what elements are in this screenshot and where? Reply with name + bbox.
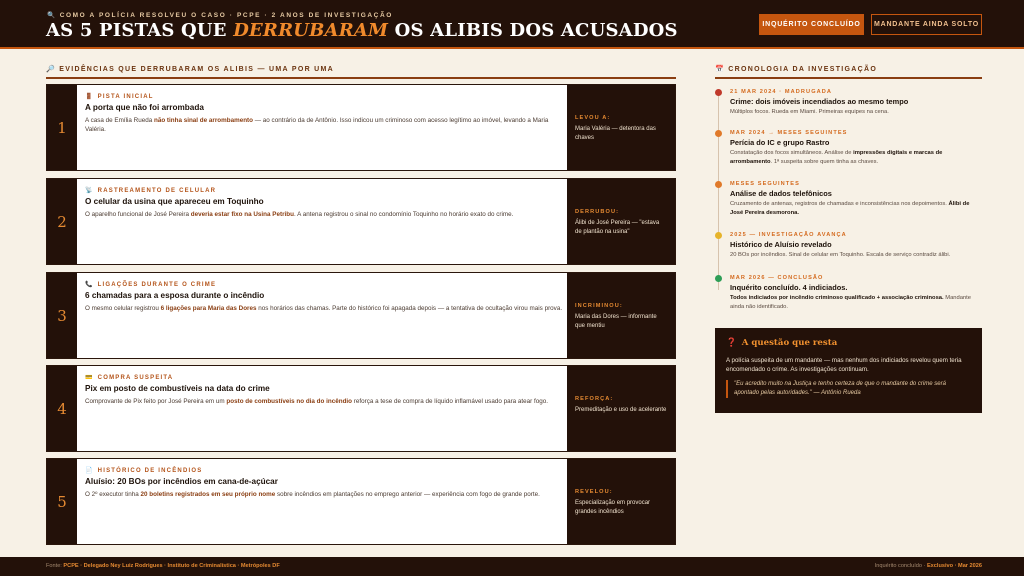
evidence-number: 2 <box>47 179 77 264</box>
evidence-title: 6 chamadas para a esposa durante o incêndio <box>85 291 265 300</box>
evidence-card-5 <box>46 458 676 545</box>
outcome-label: REVELOU: <box>575 489 613 495</box>
evidence-outcome <box>567 366 675 451</box>
evidence-card-3 <box>46 272 676 359</box>
evidence-category: LIGAÇÕES DURANTE O CRIME <box>97 282 217 288</box>
kicker-text: COMO A POLÍCIA RESOLVEU O CASO · PCPE · 2 ANOS DE INVESTIGAÇÃO <box>59 12 393 19</box>
timeline-date: 2025 — INVESTIGAÇÃO AVANÇA <box>730 232 847 238</box>
question-title: ❓ A questão que resta <box>726 338 838 348</box>
document-icon: 📄 <box>85 468 94 474</box>
timeline-dot <box>715 232 722 239</box>
evidence-title: Pix em posto de combustíveis na data do crime <box>85 384 270 393</box>
outcome-label: REFORÇA: <box>575 396 614 402</box>
timeline-date: MAR 2026 — CONCLUSÃO <box>730 275 824 281</box>
footer-source: Fonte: PCPE · Delegado Ney Luiz Rodrigues · Instituto de Criminalística · Metrópoles DF <box>46 563 280 569</box>
timeline-date: 21 MAR 2024 · MADRUGADA <box>730 89 833 95</box>
evidence-outcome <box>567 179 675 264</box>
timeline-title: Análise de dados telefônicos <box>730 189 832 198</box>
calendar-icon: 📅 <box>715 66 726 73</box>
outcome-value: Maria das Dores — informante que mentiu <box>575 314 657 329</box>
outcome-value: Premeditação e uso de acelerante <box>575 407 667 413</box>
evidence-number: 4 <box>47 366 77 451</box>
remaining-question-box <box>715 328 982 413</box>
evidence-category: COMPRA SUSPEITA <box>97 375 174 381</box>
evidence-category: PISTA INICIAL <box>97 94 154 100</box>
evidence-description: O 2º executor tinha 20 boletins registrados em seu próprio nome sobre incêndios em plantações no emprego anterior — experiência com fogo de grande porte. <box>85 491 540 498</box>
evidence-outcome <box>567 459 675 544</box>
evidence-card-1 <box>46 84 676 171</box>
evidence-outcome <box>567 85 675 170</box>
outcome-value: Especialização em provocar grandes incêndios <box>575 500 651 515</box>
evidence-description: A casa de Emília Rueda não tinha sinal de arrombamento — ao contrário da de Antônio. Isso indicou um criminoso com acesso legítimo ao imóvel, levando a Maria Valéria. <box>85 117 549 133</box>
status-badge-concluded: INQUÉRITO CONCLUÍDO <box>759 14 864 35</box>
card-icon: 💳 <box>85 375 94 381</box>
outcome-value: Álibi de José Pereira — "estava de plantão na usina" <box>575 220 660 235</box>
evidence-section-label: EVIDÊNCIAS QUE DERRUBARAM OS ALIBIS — UMA POR UMA <box>59 66 335 73</box>
evidence-category: HISTÓRICO DE INCÊNDIOS <box>97 468 203 474</box>
question-text: A polícia suspeita de um mandante — mas nenhum dos indiciados revelou quem teria encomendado o crime. As investigações continuam. <box>726 357 962 373</box>
kicker <box>47 11 393 19</box>
timeline-date: MESES SEGUINTES <box>730 181 800 187</box>
evidence-title: A porta que não foi arrombada <box>85 103 204 112</box>
outcome-label: DERRUBOU: <box>575 209 620 215</box>
evidence-category: RASTREAMENTO DE CELULAR <box>97 188 217 194</box>
phone-icon: 📞 <box>85 282 94 288</box>
timeline-title: Histórico de Aluísio revelado <box>730 240 832 249</box>
evidence-number: 3 <box>47 273 77 358</box>
timeline-title: Perícia do IC e grupo Rastro <box>730 138 830 147</box>
footer-status: Inquérito concluído · Exclusivo · Mar 2026 <box>874 563 982 569</box>
evidence-section-title <box>46 65 676 79</box>
status-badge-mandante: MANDANTE AINDA SOLTO <box>871 14 982 35</box>
evidence-description: O aparelho funcional de José Pereira deveria estar fixo na Usina Petribu. A antena registrou o sinal no condomínio Toquinho no horário exato do crime. <box>85 211 514 218</box>
evidence-outcome <box>567 273 675 358</box>
timeline-title: Inquérito concluído. 4 indiciados. <box>730 283 848 292</box>
title-part-1: AS 5 PISTAS QUE <box>46 20 234 41</box>
outcome-value: Maria Valéria — detentora das chaves <box>575 126 656 141</box>
door-icon: 🚪 <box>85 94 94 100</box>
evidence-number: 1 <box>47 85 77 170</box>
timeline-description: 20 BOs por incêndios. Sinal de celular em Toquinho. Escala de serviço contradiz álibi. <box>730 252 951 258</box>
evidence-description: O mesmo celular registrou 6 ligações para Maria das Dores nos horários das chamas. Parte do histórico foi apagada depois — a tentativa de ocultação virou mais prova. <box>85 305 563 312</box>
page-title <box>46 20 678 41</box>
question-quote: "Eu acredito muito na Justiça e tenho certeza de que o mandante do crime será apontado pelas autoridades." — Antônio Rueda <box>726 380 971 398</box>
evidence-title: Aluísio: 20 BOs por incêndios em cana-de-açúcar <box>85 477 278 486</box>
satellite-icon: 📡 <box>85 188 94 194</box>
timeline-description: Todos indiciados por incêndio criminoso qualificado + associação criminosa. Mandante ainda não identificado. <box>730 295 972 310</box>
timeline-dot <box>715 130 722 137</box>
magnifier-icon: 🔎 <box>46 66 57 73</box>
title-highlight: DERRUBARAM <box>233 20 389 41</box>
evidence-title: O celular da usina que apareceu em Toquinho <box>85 197 264 206</box>
evidence-description: Comprovante de Pix feito por José Pereira em um posto de combustíveis no dia do incêndio reforça a tese de compra de líquido inflamável usado para atear fogo. <box>85 398 549 405</box>
title-part-2: OS ALIBIS DOS ACUSADOS <box>388 20 678 41</box>
timeline-description: Constatação dos focos simultâneos. Análise de impressões digitais e marcas de arrombamento. 1ª suspeita sobre quem tinha as chaves. <box>730 150 943 165</box>
magnifier-icon: 🔍 <box>47 12 57 19</box>
timeline-title: Crime: dois imóveis incendiados ao mesmo tempo <box>730 97 909 106</box>
outcome-label: INCRIMINOU: <box>575 303 623 309</box>
outcome-label: LEVOU A: <box>575 115 611 121</box>
timeline-dot <box>715 275 722 282</box>
timeline-dot <box>715 181 722 188</box>
timeline-section-label: CRONOLOGIA DA INVESTIGAÇÃO <box>728 66 878 73</box>
evidence-number: 5 <box>47 459 77 544</box>
evidence-card-4 <box>46 365 676 452</box>
question-icon: ❓ <box>726 338 737 348</box>
page-footer <box>0 557 1024 576</box>
timeline-description: Múltiplos focos. Rueda em Miami. Primeiras equipes na cena. <box>730 109 889 115</box>
timeline-date: MAR 2024 → MESES SEGUINTES <box>730 130 848 136</box>
page-header <box>0 0 1024 49</box>
timeline-section-title <box>715 65 982 79</box>
timeline-dot <box>715 89 722 96</box>
timeline-line <box>718 90 719 290</box>
timeline-description: Cruzamento de antenas, registros de chamadas e inconsistências nos depoimentos. Álibi de José Pereira desmorona. <box>730 201 970 216</box>
evidence-card-2 <box>46 178 676 265</box>
